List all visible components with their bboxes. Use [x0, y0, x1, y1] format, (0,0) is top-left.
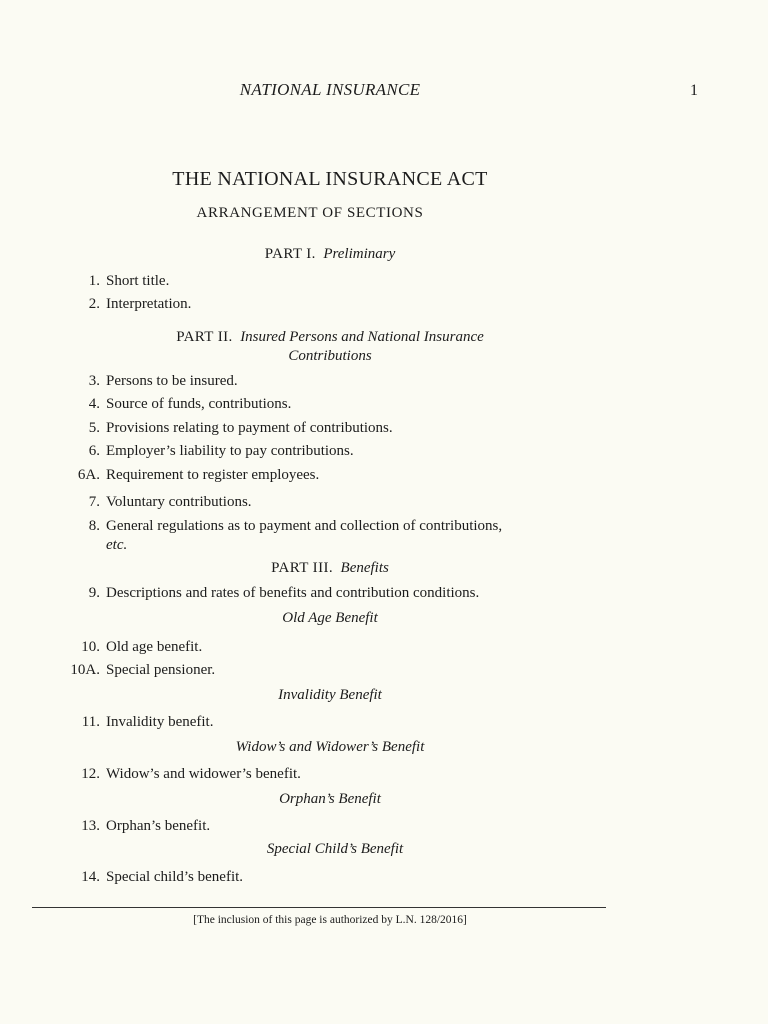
section-entry: [0, 818, 210, 835]
running-title: NATIONAL INSURANCE: [239, 80, 421, 99]
section-number: 2.: [88, 296, 100, 312]
section-number: 6.: [88, 443, 100, 459]
section-entry: [0, 494, 252, 511]
benefit-heading: Invalidity Benefit: [278, 687, 382, 703]
section-number: 14.: [81, 869, 100, 885]
section-number: 10.: [81, 639, 100, 655]
part-heading-3: [0, 559, 660, 578]
section-title: Widow’s and widower’s benefit.: [106, 766, 301, 782]
section-title: Old age benefit.: [106, 639, 203, 655]
section-entry: [0, 639, 202, 656]
section-number: 1.: [88, 273, 100, 289]
part-title: Preliminary: [323, 246, 396, 262]
section-number: 12.: [81, 766, 100, 782]
section-entry: [0, 373, 238, 390]
benefit-heading: Special Child’s Benefit: [266, 841, 404, 857]
section-title-text: General regulations as to payment and collection of contributions,: [106, 518, 503, 534]
section-entry: [0, 273, 169, 290]
section-title: Interpretation.: [106, 296, 192, 312]
benefit-heading: Widow’s and Widower’s Benefit: [235, 739, 425, 755]
section-entry: [0, 766, 301, 783]
section-title: Descriptions and rates of benefits and contribution conditions.: [106, 585, 480, 601]
section-number: 5.: [88, 420, 100, 436]
section-number: 8.: [88, 518, 100, 534]
section-title: Source of funds, contributions.: [106, 396, 292, 412]
section-title: Short title.: [106, 273, 170, 289]
part-label: PART II.: [176, 329, 233, 345]
part-title: Insured Persons and National Insurance: [240, 329, 484, 345]
footer-note: [The inclusion of this page is authorized by L.N. 128/2016]: [193, 914, 467, 926]
document-subtitle: ARRANGEMENT OF SECTIONS: [196, 205, 424, 221]
section-title: Invalidity benefit.: [106, 714, 214, 730]
section-entry: [0, 517, 502, 555]
section-title: Special pensioner.: [106, 662, 216, 678]
part-label: PART III.: [271, 560, 334, 576]
section-number: 7.: [88, 494, 100, 510]
section-title: Requirement to register employees.: [106, 467, 320, 483]
section-entry: [0, 467, 319, 484]
section-number: 13.: [81, 818, 100, 834]
section-number: 3.: [88, 373, 100, 389]
section-number: 10A.: [70, 662, 100, 678]
section-entry: [0, 420, 393, 437]
section-number: 6A.: [77, 467, 100, 483]
part-heading-1: [0, 245, 660, 264]
document-title: THE NATIONAL INSURANCE ACT: [172, 168, 488, 190]
section-number: 4.: [88, 396, 100, 412]
section-title: Special child’s benefit.: [106, 869, 244, 885]
footer-rule: [32, 907, 606, 908]
section-title: Provisions relating to payment of contributions.: [106, 420, 393, 436]
part-heading-2: [0, 328, 660, 366]
section-title-continued: etc.: [106, 537, 128, 553]
section-title: [106, 517, 502, 555]
part-title-continued: Contributions: [288, 348, 372, 364]
part-label: PART I.: [264, 246, 316, 262]
section-entry: [0, 585, 479, 602]
page-number: 1: [690, 82, 698, 99]
section-entry: [0, 443, 354, 460]
benefit-heading: Orphan’s Benefit: [279, 791, 381, 807]
benefit-heading: Old Age Benefit: [282, 610, 378, 626]
section-number: 11.: [81, 714, 100, 730]
section-entry: [0, 396, 291, 413]
section-entry: [0, 714, 213, 731]
section-entry: [0, 662, 215, 679]
section-number: 9.: [88, 585, 100, 601]
section-entry: [0, 869, 243, 886]
section-entry: [0, 296, 191, 313]
section-title: Employer’s liability to pay contributions.: [106, 443, 354, 459]
part-title: Benefits: [340, 560, 389, 576]
section-title: Voluntary contributions.: [106, 494, 252, 510]
section-title: Orphan’s benefit.: [106, 818, 211, 834]
section-title: Persons to be insured.: [106, 373, 238, 389]
